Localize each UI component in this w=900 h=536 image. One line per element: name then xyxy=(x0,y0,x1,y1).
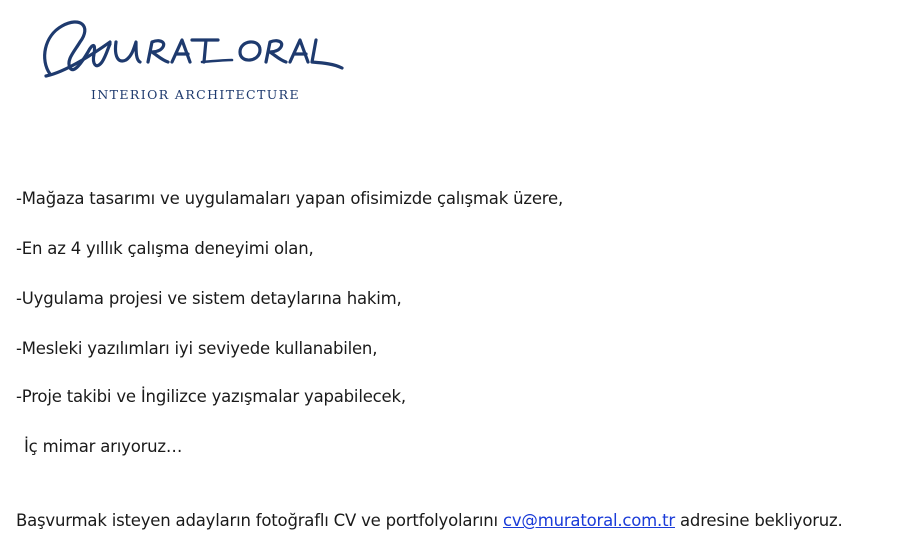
ad-line-seeking: İç mimar arıyoruz… xyxy=(24,437,183,456)
logo-subtitle: INTERIOR ARCHITECTURE xyxy=(91,87,300,102)
apply-text-after: adresine bekliyoruz. xyxy=(674,511,843,530)
ad-line-software: -Mesleki yazılımları iyi seviyede kullanabilen, xyxy=(16,339,378,358)
apply-text-before: Başvurmak isteyen adayların fotoğraflı CV ve portfolyolarını xyxy=(16,511,503,530)
murat-oral-signature-logo xyxy=(36,12,346,84)
brand-logo xyxy=(36,12,346,106)
apply-paragraph xyxy=(16,510,843,532)
ad-line-experience: -En az 4 yıllık çalışma deneyimi olan, xyxy=(16,239,314,258)
ad-line-project-knowledge: -Uygulama projesi ve sistem detaylarına hakim, xyxy=(16,289,402,308)
ad-line-intro: -Mağaza tasarımı ve uygulamaları yapan ofisimizde çalışmak üzere, xyxy=(16,189,564,208)
email-link[interactable]: cv@muratoral.com.tr xyxy=(502,511,675,530)
ad-line-english: -Proje takibi ve İngilizce yazışmalar yapabilecek, xyxy=(16,387,406,406)
